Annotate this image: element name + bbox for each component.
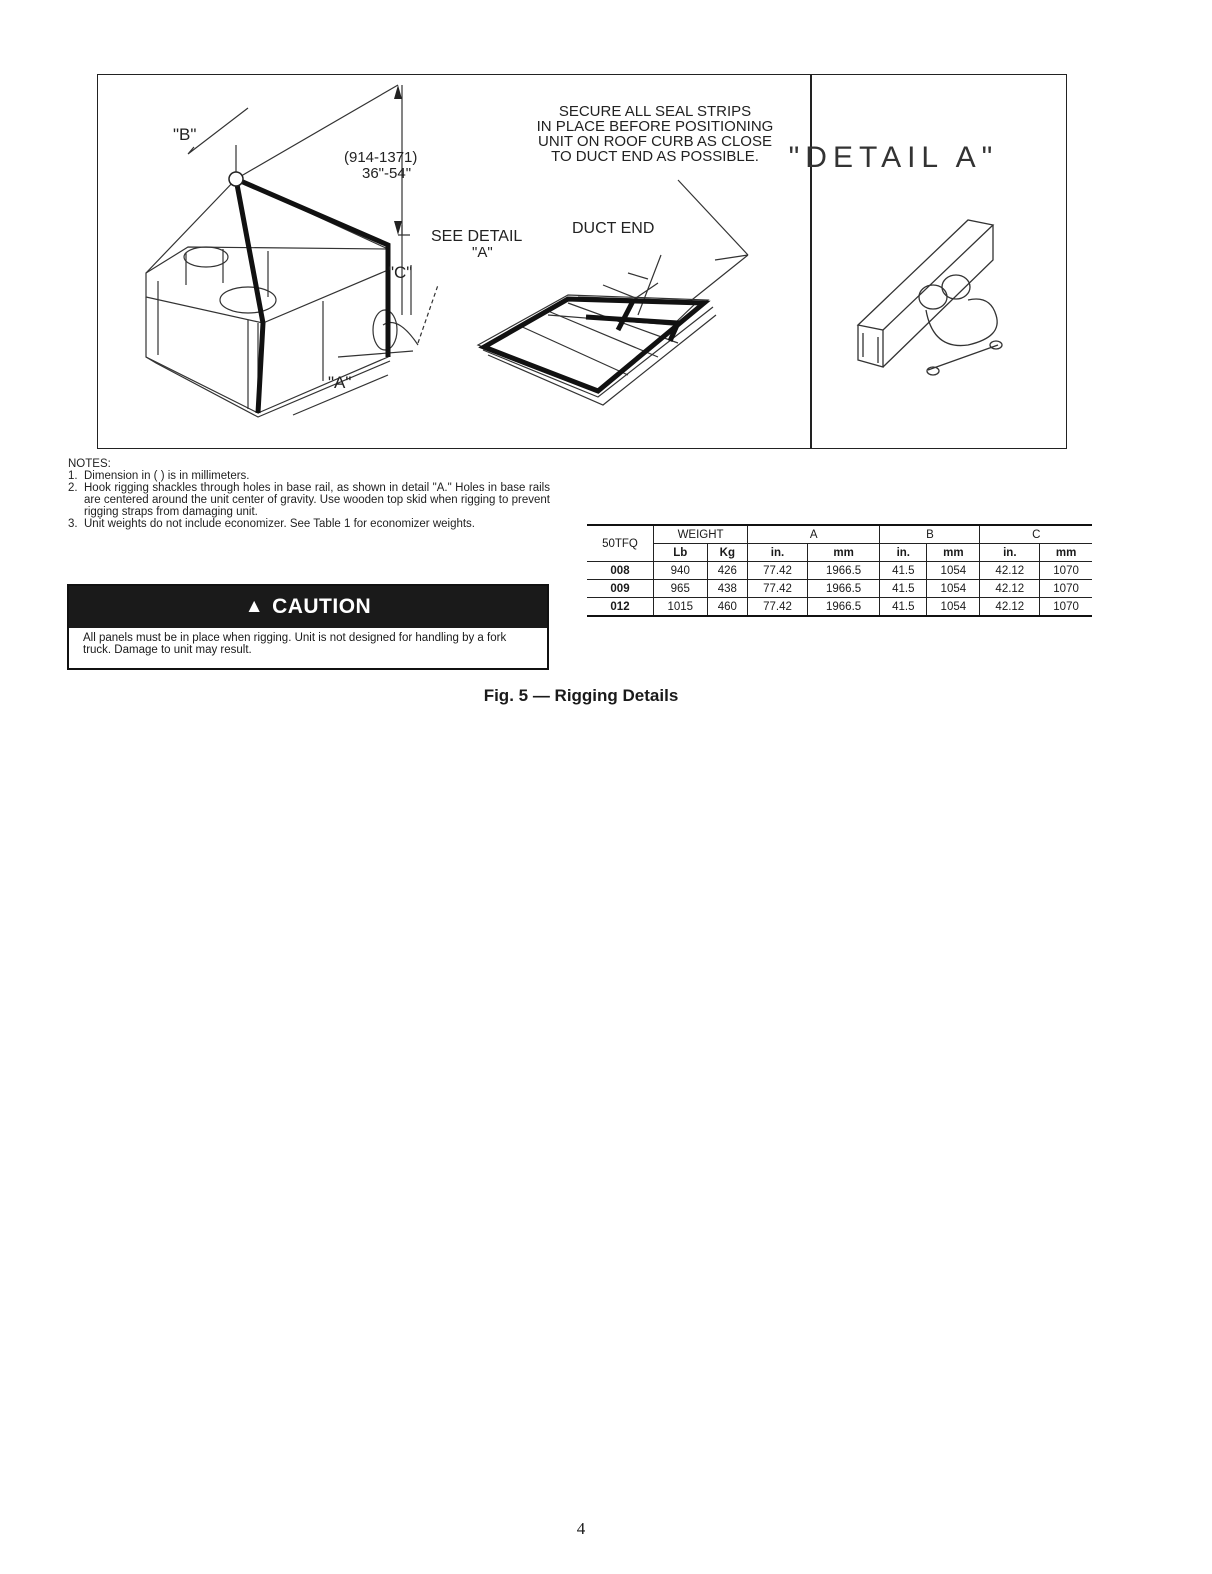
table-cell: 77.42 bbox=[748, 580, 808, 598]
label-a: "A" bbox=[328, 373, 352, 392]
table-cell: 77.42 bbox=[748, 598, 808, 617]
table-cell: 438 bbox=[707, 580, 748, 598]
rigging-figure bbox=[97, 74, 1067, 449]
table-cell: 1070 bbox=[1040, 562, 1092, 580]
note-number: 1. bbox=[68, 470, 78, 482]
secure-note-line: SECURE ALL SEAL STRIPS bbox=[558, 103, 752, 120]
table-cell: 42.12 bbox=[980, 562, 1040, 580]
note-item bbox=[68, 518, 550, 530]
note-text: Unit weights do not include economizer. See Table 1 for economizer weights. bbox=[84, 518, 476, 530]
model-cell: 009 bbox=[587, 580, 654, 598]
note-number: 2. bbox=[68, 482, 78, 494]
page-number: 4 bbox=[576, 1519, 586, 1538]
table-cell: 42.12 bbox=[980, 598, 1040, 617]
group-header-a: A bbox=[748, 525, 880, 544]
table-cell: 1015 bbox=[654, 598, 708, 617]
note-item bbox=[68, 482, 550, 518]
sub-header: mm bbox=[1040, 544, 1092, 562]
sub-header: mm bbox=[927, 544, 980, 562]
caution-box bbox=[67, 584, 549, 670]
sub-header: in. bbox=[748, 544, 808, 562]
group-header-b: B bbox=[880, 525, 980, 544]
model-header: 50TFQ bbox=[587, 525, 654, 562]
group-header-weight: WEIGHT bbox=[654, 525, 748, 544]
table-sub-header-row bbox=[587, 544, 1092, 562]
sub-header: in. bbox=[880, 544, 927, 562]
table-row bbox=[587, 580, 1092, 598]
model-cell: 008 bbox=[587, 562, 654, 580]
table-cell: 41.5 bbox=[880, 598, 927, 617]
warning-triangle-icon: ▲ bbox=[244, 596, 265, 617]
notes bbox=[68, 458, 550, 530]
note-number: 3. bbox=[68, 518, 78, 530]
table-cell: 1054 bbox=[927, 598, 980, 617]
model-cell: 012 bbox=[587, 598, 654, 617]
notes-list bbox=[68, 470, 550, 530]
table-row bbox=[587, 562, 1092, 580]
sub-header: Lb bbox=[654, 544, 708, 562]
group-header-c: C bbox=[980, 525, 1092, 544]
table-group-header-row bbox=[587, 525, 1092, 544]
table-row bbox=[587, 598, 1092, 617]
table-cell: 1070 bbox=[1040, 598, 1092, 617]
table-cell: 1054 bbox=[927, 562, 980, 580]
dimension-in: 36"-54" bbox=[362, 165, 412, 182]
table-cell: 460 bbox=[707, 598, 748, 617]
duct-end-label: DUCT END bbox=[572, 220, 655, 237]
table-cell: 940 bbox=[654, 562, 708, 580]
table-cell: 1054 bbox=[927, 580, 980, 598]
weights-dimensions-table bbox=[587, 524, 1092, 617]
label-c: "C" bbox=[388, 263, 413, 282]
table-cell: 1966.5 bbox=[807, 598, 880, 617]
label-b: "B" bbox=[173, 125, 197, 144]
note-text: Hook rigging shackles through holes in base rail, as shown in detail "A." Holes in base rails are centered around the unit center of gravity. Use wooden top skid when rigging to prevent rigging straps from damaging unit. bbox=[84, 482, 550, 518]
secure-note-line: UNIT ON ROOF CURB AS CLOSE bbox=[538, 133, 772, 150]
note-item bbox=[68, 470, 550, 482]
table-cell: 1070 bbox=[1040, 580, 1092, 598]
see-detail-label: SEE DETAIL bbox=[431, 228, 523, 245]
table-cell: 965 bbox=[654, 580, 708, 598]
dimension-mm: (914-1371) bbox=[344, 149, 418, 166]
notes-heading: NOTES: bbox=[68, 458, 111, 470]
caution-title: CAUTION bbox=[272, 595, 372, 618]
caution-header bbox=[69, 586, 547, 628]
table-cell: 77.42 bbox=[748, 562, 808, 580]
note-text: Dimension in ( ) is in millimeters. bbox=[84, 470, 250, 482]
sub-header: in. bbox=[980, 544, 1040, 562]
figure-divider bbox=[810, 75, 812, 448]
table-cell: 426 bbox=[707, 562, 748, 580]
caution-text: All panels must be in place when rigging. Unit is not designed for handling by a fork truck. Damage to unit may result. bbox=[83, 632, 507, 656]
detail-a-title: "DETAIL A" bbox=[788, 141, 999, 174]
see-detail-ref: "A" bbox=[472, 244, 493, 261]
secure-note-line: TO DUCT END AS POSSIBLE. bbox=[551, 148, 759, 165]
secure-note-line: IN PLACE BEFORE POSITIONING bbox=[536, 118, 774, 135]
table-cell: 41.5 bbox=[880, 580, 927, 598]
sub-header: Kg bbox=[707, 544, 748, 562]
table-cell: 42.12 bbox=[980, 580, 1040, 598]
table-cell: 41.5 bbox=[880, 562, 927, 580]
table-cell: 1966.5 bbox=[807, 580, 880, 598]
figure-caption: Fig. 5 — Rigging Details bbox=[483, 686, 679, 705]
table-cell: 1966.5 bbox=[807, 562, 880, 580]
sub-header: mm bbox=[807, 544, 880, 562]
